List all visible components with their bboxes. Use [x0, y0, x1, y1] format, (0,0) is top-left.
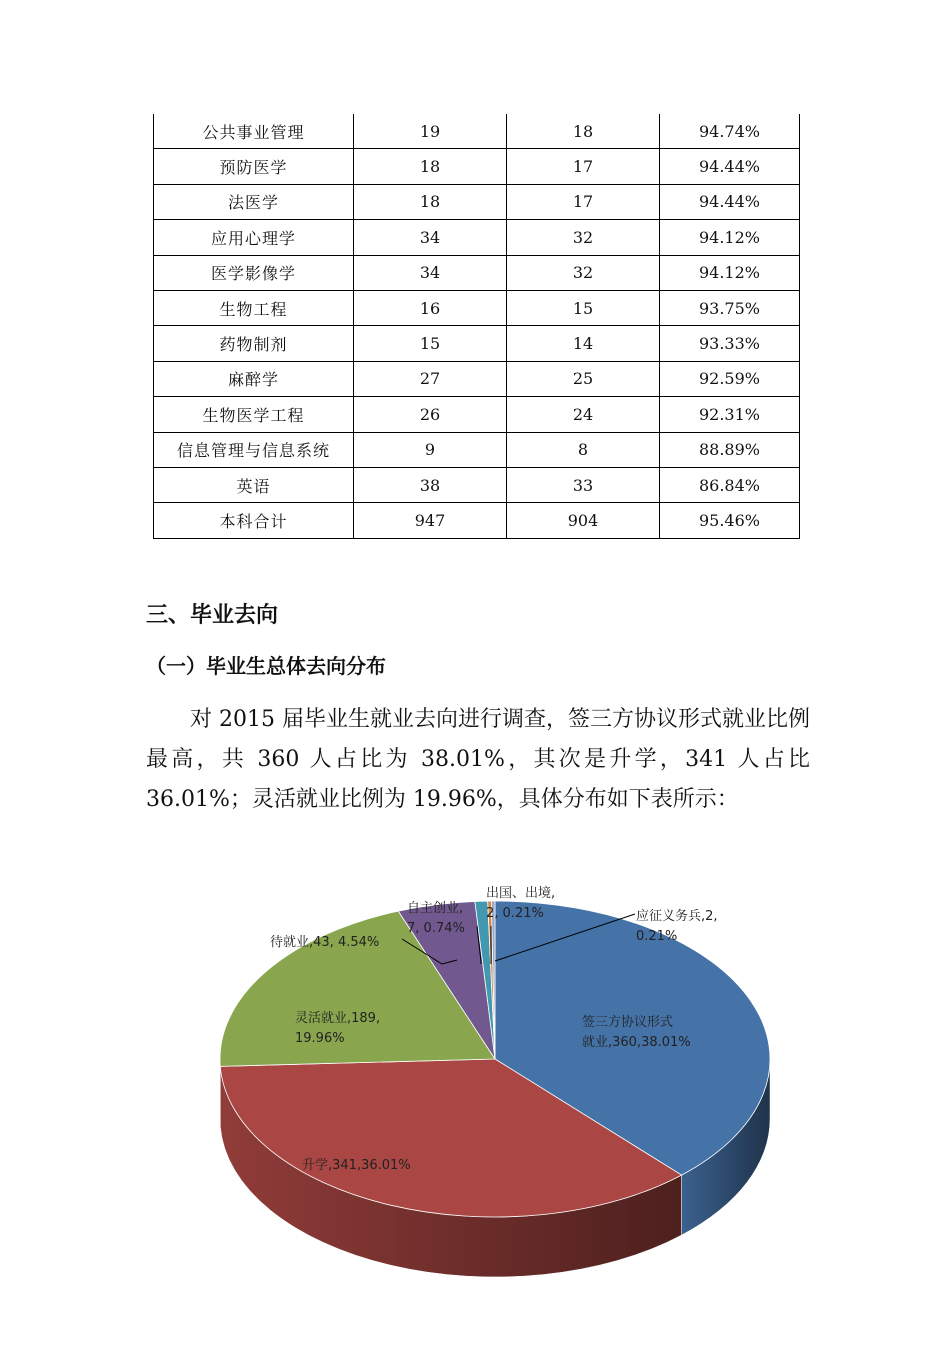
table-cell: 904	[507, 503, 660, 538]
table-cell: 94.44%	[660, 184, 800, 219]
major-name-cell: 麻醉学	[154, 361, 354, 396]
table-cell: 25	[507, 361, 660, 396]
table-row	[154, 397, 800, 432]
slice-label: 就业,360,38.01%	[582, 1035, 691, 1050]
major-name-cell: 预防医学	[154, 149, 354, 184]
major-name-cell: 本科合计	[154, 503, 354, 538]
slice-label: 灵活就业,189,	[295, 1011, 381, 1026]
table-cell: 94.74%	[660, 114, 800, 149]
table-cell: 14	[507, 326, 660, 361]
table-row	[154, 432, 800, 467]
slice-label: 自主创业,	[407, 901, 464, 916]
table-cell: 18	[354, 184, 507, 219]
table-row	[154, 503, 800, 538]
major-name-cell: 药物制剂	[154, 326, 354, 361]
graduation-rate-table	[153, 114, 800, 539]
table-cell: 16	[354, 290, 507, 325]
major-name-cell: 生物工程	[154, 290, 354, 325]
major-name-cell: 应用心理学	[154, 220, 354, 255]
slice-label: 签三方协议形式	[582, 1015, 674, 1030]
section-subheading: （一）毕业生总体去向分布	[146, 654, 386, 678]
slice-label: 2, 0.21%	[486, 906, 544, 921]
table-cell: 15	[507, 290, 660, 325]
table-cell: 17	[507, 149, 660, 184]
table-cell: 88.89%	[660, 432, 800, 467]
table-cell: 32	[507, 220, 660, 255]
table-cell: 17	[507, 184, 660, 219]
slice-label: 应征义务兵,2,	[636, 909, 718, 924]
table-cell: 94.12%	[660, 255, 800, 290]
table-cell: 34	[354, 220, 507, 255]
major-name-cell: 生物医学工程	[154, 397, 354, 432]
table-cell: 33	[507, 467, 660, 502]
table-cell: 32	[507, 255, 660, 290]
table-cell: 92.59%	[660, 361, 800, 396]
table-cell: 94.44%	[660, 149, 800, 184]
major-name-cell: 法医学	[154, 184, 354, 219]
major-name-cell: 医学影像学	[154, 255, 354, 290]
table-cell: 19	[354, 114, 507, 149]
table-row	[154, 326, 800, 361]
slice-label: 19.96%	[295, 1031, 345, 1046]
table-row	[154, 114, 800, 149]
table-cell: 34	[354, 255, 507, 290]
table-row	[154, 220, 800, 255]
table-row	[154, 361, 800, 396]
destination-pie-chart	[152, 864, 802, 1294]
table-cell: 27	[354, 361, 507, 396]
slice-label: 升学,341,36.01%	[302, 1158, 411, 1173]
table-cell: 8	[507, 432, 660, 467]
section-heading: 三、毕业去向	[146, 603, 279, 628]
table-cell: 86.84%	[660, 467, 800, 502]
table-cell: 93.75%	[660, 290, 800, 325]
major-name-cell: 信息管理与信息系统	[154, 432, 354, 467]
section-paragraph: 对 2015 届毕业生就业去向进行调查，签三方协议形式就业比例最高，共 360 人占比为 38.01%，其次是升学，341 人占比 36.01%；灵活就业比例为 19.96%，具体分布如下表所示：	[146, 707, 810, 812]
table-cell: 26	[354, 397, 507, 432]
table-row	[154, 149, 800, 184]
table-cell: 9	[354, 432, 507, 467]
table-cell: 92.31%	[660, 397, 800, 432]
slice-label: 7, 0.74%	[407, 921, 465, 936]
table-cell: 93.33%	[660, 326, 800, 361]
table-cell: 95.46%	[660, 503, 800, 538]
major-name-cell: 英语	[154, 467, 354, 502]
major-name-cell: 公共事业管理	[154, 114, 354, 149]
table-row	[154, 255, 800, 290]
table-cell: 94.12%	[660, 220, 800, 255]
slice-label: 待就业,43, 4.54%	[270, 935, 380, 950]
table-row	[154, 290, 800, 325]
table-row	[154, 467, 800, 502]
table-cell: 24	[507, 397, 660, 432]
table-cell: 947	[354, 503, 507, 538]
table-cell: 18	[354, 149, 507, 184]
slice-label: 出国、出境,	[486, 886, 556, 901]
table-cell: 15	[354, 326, 507, 361]
table-cell: 38	[354, 467, 507, 502]
slice-label: 0.21%	[636, 929, 678, 944]
table-cell: 18	[507, 114, 660, 149]
table-row	[154, 184, 800, 219]
